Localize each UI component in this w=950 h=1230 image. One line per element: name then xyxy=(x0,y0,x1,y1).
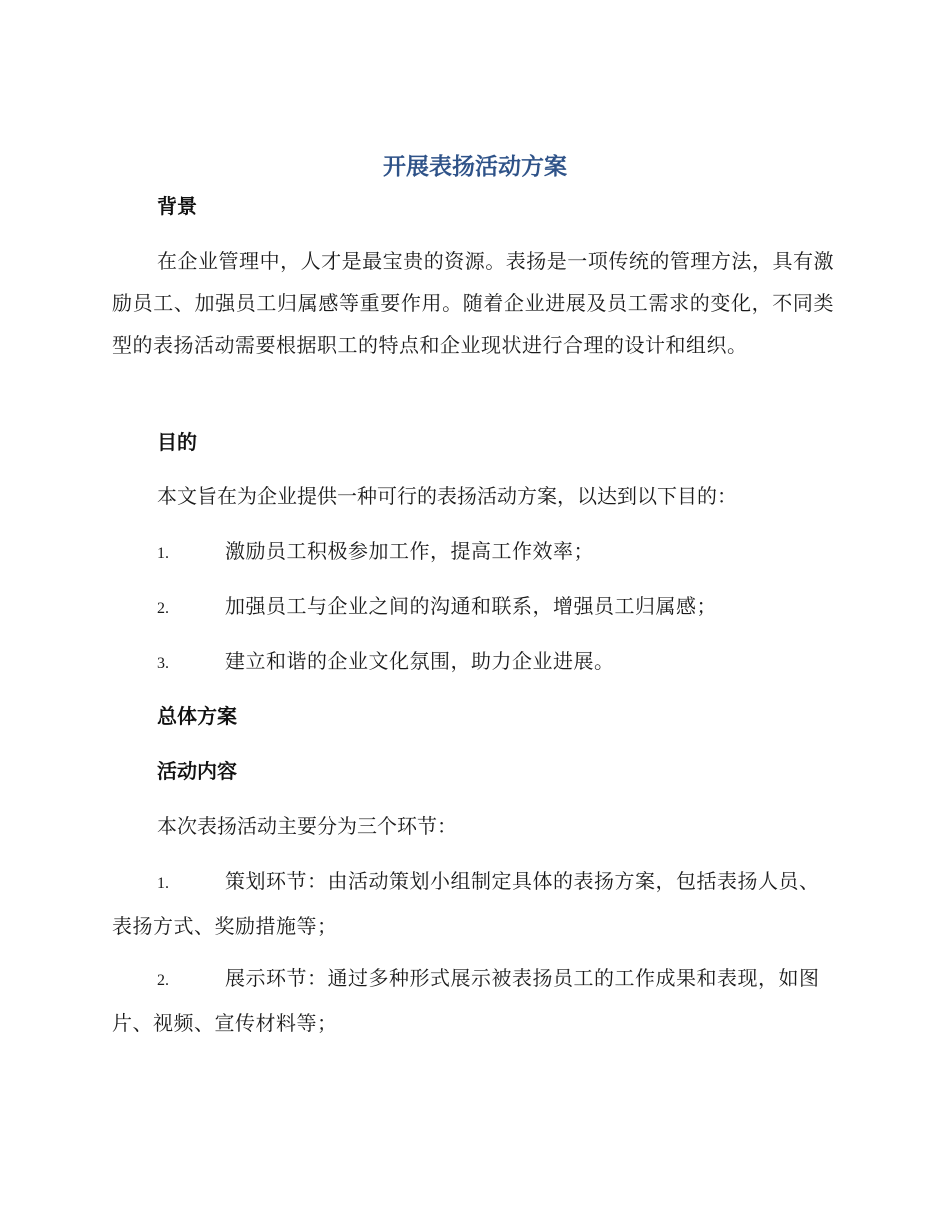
list-text: 加强员工与企业之间的沟通和联系，增强员工归属感； xyxy=(225,594,717,618)
list-text: 建立和谐的企业文化氛围，助力企业进展。 xyxy=(225,649,615,673)
heading-purpose: 目的 xyxy=(157,430,197,454)
heading-activity-content: 活动内容 xyxy=(157,759,237,783)
list-number: 1. xyxy=(157,545,169,562)
purpose-list-item xyxy=(112,640,834,685)
list-text: 激励员工积极参加工作，提高工作效率； xyxy=(225,539,594,563)
purpose-list-item xyxy=(112,585,834,630)
heading-overall-plan: 总体方案 xyxy=(157,704,237,728)
list-number: 2. xyxy=(157,600,169,617)
content-list-item xyxy=(112,957,834,1044)
content-intro: 本次表扬活动主要分为三个环节： xyxy=(157,814,457,838)
content-list-item xyxy=(112,860,834,947)
list-number: 3. xyxy=(157,655,169,672)
document-title: 开展表扬活动方案 xyxy=(383,154,567,180)
purpose-intro: 本文旨在为企业提供一种可行的表扬活动方案，以达到以下目的： xyxy=(157,484,737,508)
background-paragraph: 在企业管理中，人才是最宝贵的资源。表扬是一项传统的管理方法，具有激励员工、加强员工归属感等重要作用。随着企业进展及员工需求的变化，不同类型的表扬活动需要根据职工的特点和企业现状进行合理的设计和组织。 xyxy=(112,249,834,357)
purpose-list-item xyxy=(112,530,834,575)
heading-background: 背景 xyxy=(157,194,197,218)
list-number: 2. xyxy=(157,972,169,989)
list-text: 展示环节：通过多种形式展示被表扬员工的工作成果和表现，如图片、视频、宣传材料等； xyxy=(112,966,820,1035)
list-number: 1. xyxy=(157,875,169,892)
list-text: 策划环节：由活动策划小组制定具体的表扬方案，包括表扬人员、表扬方式、奖励措施等； xyxy=(112,869,820,938)
